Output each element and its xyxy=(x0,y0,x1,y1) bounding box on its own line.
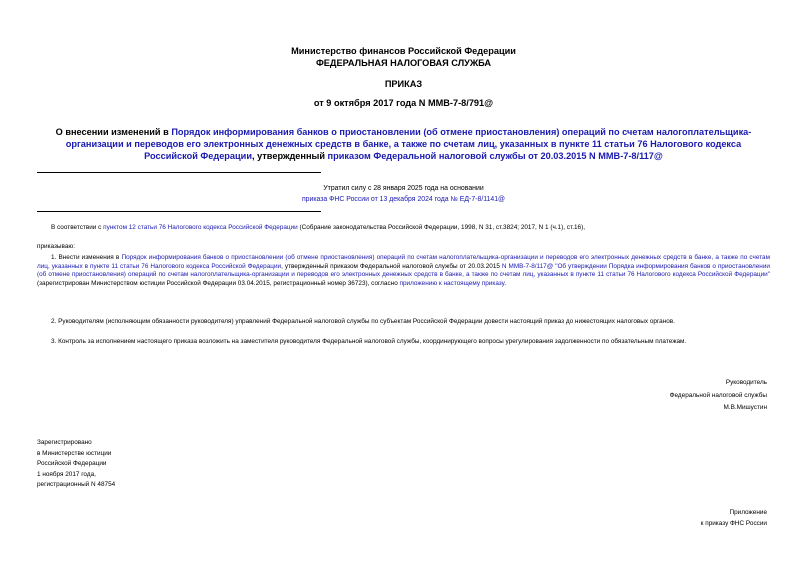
order-word: приказываю: xyxy=(37,243,75,250)
ministry-heading: Министерство финансов Российской Федерации xyxy=(291,46,516,56)
doc-date-number: от 9 октября 2017 года N ММВ-7-8/791@ xyxy=(313,98,494,108)
item-3: 3. Контроль за исполнением настоящего приказа возложить на заместителя руководителя Федеральной налоговой службы, координирующего вопросы урегулирования задолженности по обязательным платежам. xyxy=(51,338,687,345)
divider-top xyxy=(37,172,321,173)
appendix-block xyxy=(701,509,767,528)
title-link-procedure[interactable]: Порядок информирования банков о приостановлении (об отмене приостановления) операций по счетам налогоплательщика-организации и переводов его электронных денежных средств в банке, а также по счетам лиц, указанных в пункте 11 статьи 76 Налогового кодекса Российской Федерации xyxy=(65,127,752,161)
appendix-line-2: к приказу ФНС России xyxy=(700,519,767,527)
preamble xyxy=(51,224,771,233)
signature-block xyxy=(670,379,767,413)
signature-title: Руководитель xyxy=(725,379,767,386)
status-line: Утратил силу с 28 января 2025 года на основании xyxy=(323,185,484,192)
item-1-link-order[interactable]: N ММВ-7-8/117@ "Об утверждении Порядка информирования банков о приостановлении (об отмене приостановления) операций по счетам налогоплательщика-организации и переводов его электронных денежных средств в банке, а также по счетам лиц, указанных в пункте 11 статьи 76 Налогового кодекса Российской Федерации" xyxy=(37,262,770,279)
item-1-p4: . xyxy=(504,279,506,287)
divider-bottom xyxy=(37,211,321,212)
preamble-link[interactable]: пунктом 12 статьи 76 Налогового кодекса Российской Федерации xyxy=(103,224,298,231)
preamble-suffix: (Собрание законодательства Российской Федерации, 1998, N 31, ст.3824; 2017, N 1 (ч.1), ст.16), xyxy=(297,224,585,231)
status-link[interactable]: приказа ФНС России от 13 декабря 2024 года № ЕД-7-8/1141@ xyxy=(301,196,506,203)
item-1-p3: (зарегистрирован Министерством юстиции Российской Федерации 03.04.2015, регистрационный номер 36723), согласно xyxy=(37,279,400,287)
title-link-order[interactable]: приказом Федеральной налоговой службы от 20.03.2015 N ММВ-7-8/117@ xyxy=(327,151,663,161)
signature-org: Федеральной налоговой службы xyxy=(669,391,767,399)
registration-line-3: Российской Федерации xyxy=(37,460,107,467)
registration-line-4: 1 ноября 2017 года, xyxy=(37,470,96,478)
registration-line-2: в Министерстве юстиции xyxy=(37,449,112,457)
preamble-prefix: В соответствии с xyxy=(51,224,104,231)
item-1-link-appendix[interactable]: приложению к настоящему приказу xyxy=(399,279,505,287)
item-1-p2: , утвержденный приказом Федеральной налоговой службы от 20.03.2015 xyxy=(281,262,502,270)
item-1 xyxy=(37,254,770,288)
item-2: 2. Руководителям (исполняющим обязанности руководителя) управлений Федеральной налоговой службы по субъектам Российской Федерации довести настоящий приказ до нижестоящих налоговых органов. xyxy=(51,318,675,325)
signature-name: М.В.Мишустин xyxy=(723,404,767,412)
document-title xyxy=(40,126,767,162)
item-1-link-procedure[interactable]: Порядок информирования банков о приостановлении (об отмене приостановления) операций по счетам налогоплательщика-организации и переводов его электронных денежных средств в банке, а также по счетам лиц, указанных в пункте 11 статьи 76 Налогового кодекса Российской Федерации xyxy=(37,254,770,270)
item-1-p1: 1. Внести изменения в xyxy=(51,254,122,261)
registration-line-1: Зарегистрировано xyxy=(37,439,92,446)
title-prefix: О внесении изменений в xyxy=(55,127,172,137)
doc-type-heading: ПРИКАЗ xyxy=(384,79,423,89)
service-heading: ФЕДЕРАЛЬНАЯ НАЛОГОВАЯ СЛУЖБА xyxy=(315,58,492,68)
registration-block xyxy=(37,438,115,491)
registration-line-5: регистрационный N 48754 xyxy=(37,481,116,488)
title-middle: , утвержденный xyxy=(251,151,328,161)
appendix-line-1: Приложение xyxy=(729,509,767,516)
